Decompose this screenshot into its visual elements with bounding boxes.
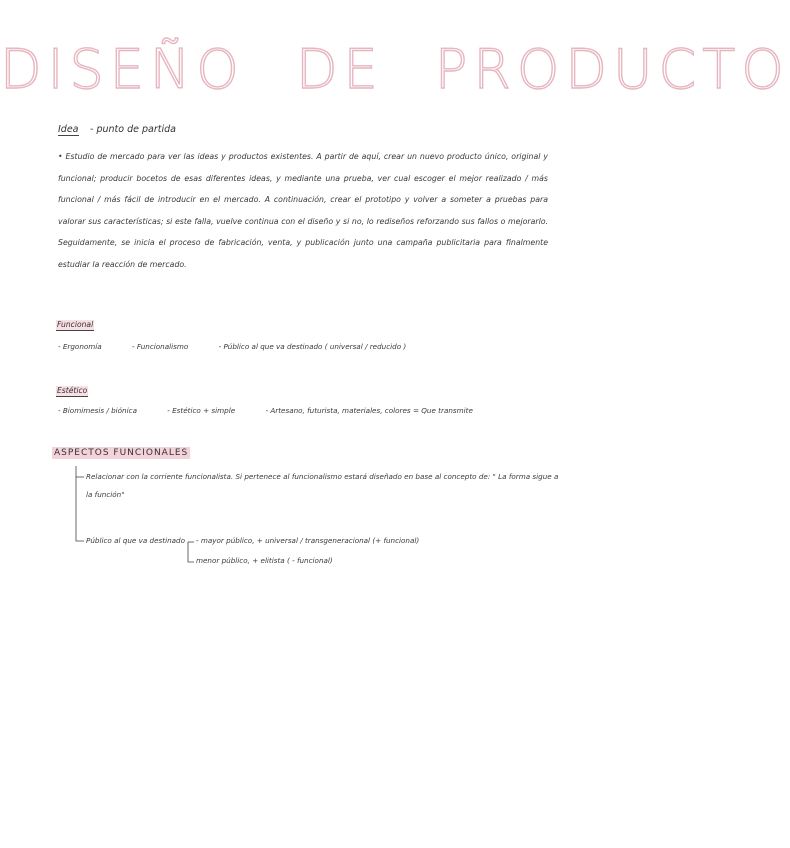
aspectos-branch1-line2: la función": [86, 490, 125, 499]
idea-paragraph: • Estudio de mercado para ver las ideas y productos existentes. A partir de aquí, crear un nuevo producto único, original y funcional; producir bocetos de esas diferentes ideas, y mediante una prueba, ver cual escoger el mejor realizado / más funcional / más fácil de introducir en el mercado. A continuación, crear el prototipo y volver a someter a pruebas para valorar sus características; si este falla, vuelve continua con el diseño y si no, lo rediseños reforzando sus fallos o mejorarlo. Seguidamente, se inicia el proceso de fabricación, venta, y publicación junto una campaña publicitaria para finalmente estudiar la reacción de mercado.: [58, 152, 548, 269]
aspectos-branch1-line1: Relacionar con la corriente funcionalista. Si pertenece al funcionalismo estará diseñado en base al concepto de: " La forma sigue a: [86, 472, 559, 481]
aspectos-heading: ASPECTOS FUNCIONALES: [54, 448, 189, 458]
funcional-item: - Ergonomía: [58, 342, 102, 351]
estetico-item: - Biomimesis / biónica: [58, 406, 137, 415]
estetico-heading: Estético: [57, 386, 88, 395]
aspectos-branch2-sub2: menor público, + elitista ( - funcional): [196, 556, 333, 565]
idea-subheading: - punto de partida: [90, 124, 176, 135]
tree-sub-branch-line: [188, 542, 194, 562]
funcional-item: - Público al que va destinado ( universal / reducido ): [218, 342, 407, 351]
estetico-item: - Estético + simple: [167, 406, 236, 415]
idea-heading: Idea: [58, 124, 79, 135]
aspectos-branch2-sub1: - mayor público, + universal / transgeneracional (+ funcional): [196, 536, 420, 545]
aspectos-branch2-label: Público al que va destinado: [86, 536, 185, 545]
estetico-item: - Artesano, futurista, materiales, colores = Que transmite: [265, 406, 473, 415]
funcional-item: - Funcionalismo: [132, 342, 189, 351]
page-title: DISEÑO DE PRODUCTO: [0, 38, 790, 101]
funcional-heading: Funcional: [57, 320, 94, 329]
